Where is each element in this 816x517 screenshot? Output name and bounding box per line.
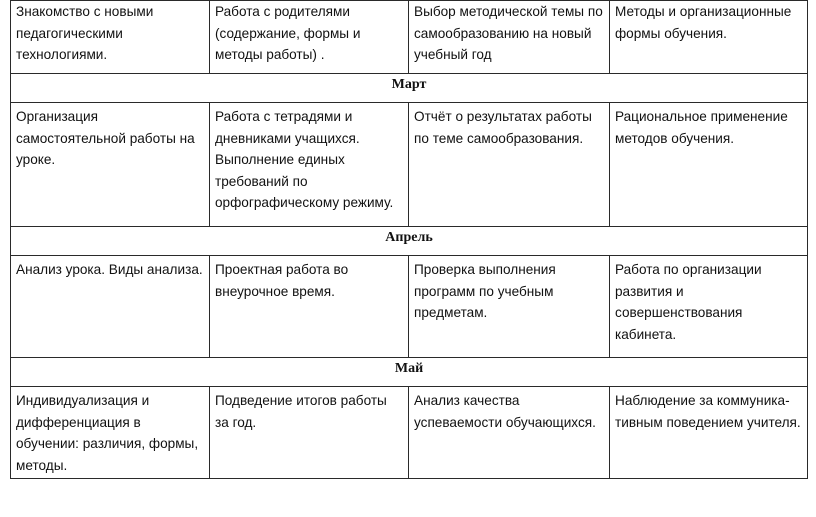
- month-title-april: Апрель: [11, 227, 808, 256]
- table-cell: Анализ урока. Виды анализа.: [11, 256, 210, 358]
- table-row: [11, 387, 808, 479]
- month-header-row: [11, 74, 808, 103]
- month-header-row: [11, 358, 808, 387]
- table-cell: Наблюдение за коммуника-тивным поведением учителя.: [610, 387, 808, 479]
- table-cell: Отчёт о результатах работы по теме самообразования.: [409, 103, 610, 227]
- month-header-row: [11, 227, 808, 256]
- table-cell: Выбор методической темы по самообразованию на новый учебный год: [409, 1, 610, 74]
- table-cell: Проверка выполнения программ по учебным предметам.: [409, 256, 610, 358]
- methodical-plan-table: [10, 0, 808, 479]
- table-cell: Организация самостоятельной работы на уроке.: [11, 103, 210, 227]
- month-title-march: Март: [11, 74, 808, 103]
- table-cell: Работа с тетрадями и дневниками учащихся. Выполнение единых требований по орфографическому режиму.: [210, 103, 409, 227]
- table-cell: Проектная работа во внеурочное время.: [210, 256, 409, 358]
- plan-table-container: [10, 0, 807, 487]
- table-cell: Подведение итогов работы за год.: [210, 387, 409, 479]
- table-row: [11, 1, 808, 74]
- table-row: [11, 103, 808, 227]
- table-cell: Методы и организационные формы обучения.: [610, 1, 808, 74]
- table-cell: Рациональное применение методов обучения.: [610, 103, 808, 227]
- table-cell: Анализ качества успеваемости обучающихся.: [409, 387, 610, 479]
- table-cell: Знакомство с новыми педагогическими технологиями.: [11, 1, 210, 74]
- table-cell: Индивидуализация и дифференциация в обучении: различия, формы, методы.: [11, 387, 210, 479]
- table-cell: Работа по организации развития и совершенствования кабинета.: [610, 256, 808, 358]
- month-title-may: Май: [11, 358, 808, 387]
- table-row: [11, 256, 808, 358]
- table-cell: Работа с родителями (содержание, формы и методы работы) .: [210, 1, 409, 74]
